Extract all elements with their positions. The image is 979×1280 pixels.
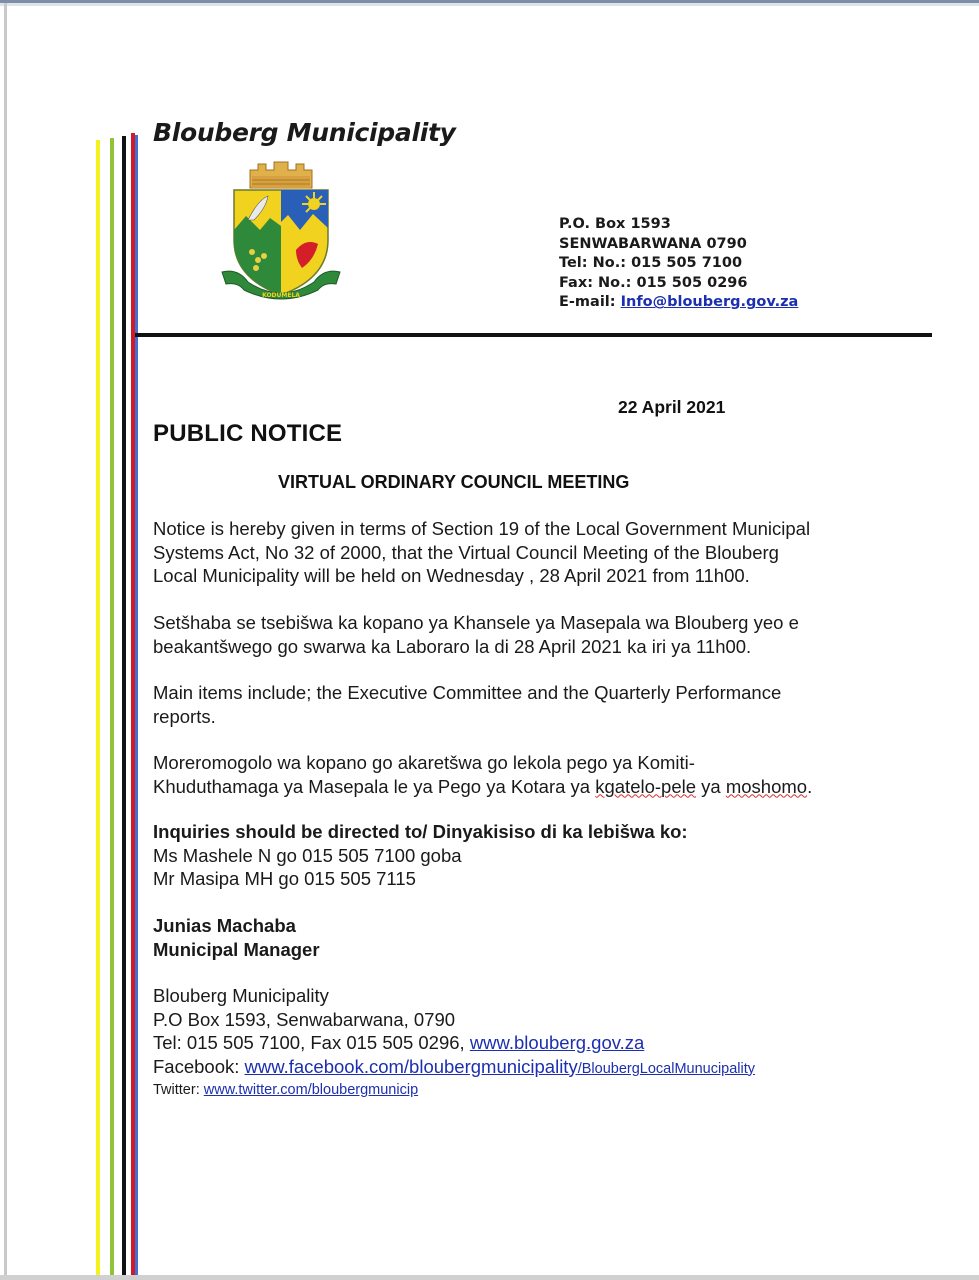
- text-line: Main items include; the Executive Committee and the Quarterly Performance: [153, 682, 782, 703]
- text-line: beakantšwego go swarwa ka Laboraro la di 28 April 2021 ka iri ya 11h00.: [153, 635, 752, 657]
- text-line: Notice is hereby given in terms of Section 19 of the Local Government Municipal: [153, 518, 811, 539]
- town: SENWABARWANA 0790: [559, 235, 747, 252]
- svg-text:KODUMELA: KODUMELA: [262, 292, 300, 299]
- letterhead-contact-block: [559, 215, 798, 313]
- signatory-position: Municipal Manager: [153, 938, 320, 960]
- website-link[interactable]: www.blouberg.gov.za: [469, 1032, 645, 1053]
- text-span: Khuduthamaga ya Masepala le ya Pego ya Kotara ya: [153, 775, 596, 797]
- stripe-black: [122, 136, 126, 1275]
- paragraph-items-english: [153, 681, 873, 728]
- inquiry-contact: Mr Masipa MH go 015 505 7115: [153, 868, 416, 889]
- page-left-edge: [4, 3, 7, 1275]
- notice-date: 22 April 2021: [618, 397, 726, 417]
- facebook-label: Facebook:: [153, 1055, 245, 1077]
- paragraph-notice-english: [153, 517, 873, 588]
- stripe-green: [110, 138, 114, 1275]
- footer-address: P.O Box 1593, Senwabarwana, 0790: [153, 1008, 456, 1030]
- footer-twitter-line: [153, 1081, 943, 1099]
- text-line: Systems Act, No 32 of 2000, that the Virtual Council Meeting of the Blouberg: [153, 541, 779, 563]
- fax: Fax: No.: 015 505 0296: [559, 274, 748, 291]
- signatory-block: [153, 914, 873, 961]
- text-span: ya: [696, 775, 726, 797]
- text-line: Moreromogolo wa kopano go akaretšwa go lekola pego ya Komiti-: [153, 752, 695, 773]
- footer-tel-fax: Tel: 015 505 7100, Fax 015 505 0296,: [153, 1032, 470, 1053]
- email-line: [559, 293, 798, 313]
- footer-org: Blouberg Municipality: [153, 985, 329, 1006]
- facebook-link-suffix[interactable]: /BloubergLocalMunucipality: [577, 1060, 756, 1077]
- footer-contact-block: [153, 984, 943, 1099]
- facebook-link[interactable]: www.facebook.com/bloubergmunicipality: [244, 1055, 578, 1077]
- paragraph-notice-sepedi: [153, 611, 873, 658]
- text-line: Local Municipality will be held on Wednesday , 28 April 2021 from 11h00.: [153, 565, 750, 586]
- notice-subtitle: VIRTUAL ORDINARY COUNCIL MEETING: [278, 472, 630, 492]
- footer-tel-line: [153, 1031, 943, 1055]
- spellcheck-word: kgatelo-pele: [595, 775, 697, 797]
- email-label: E-mail:: [559, 294, 621, 311]
- inquiries-heading: Inquiries should be directed to/ Dinyakisiso di ka lebišwa ko:: [153, 821, 688, 842]
- email-link[interactable]: Info@blouberg.gov.za: [620, 294, 799, 311]
- paragraph-items-sepedi: [153, 751, 873, 798]
- inquiry-contact: Ms Mashele N go 015 505 7100 goba: [153, 844, 462, 866]
- signatory-name: Junias Machaba: [153, 915, 296, 936]
- twitter-link[interactable]: www.twitter.com/bloubergmunicip: [203, 1082, 419, 1098]
- text-span: .: [807, 775, 813, 797]
- window-top-bar-shadow: [0, 3, 979, 6]
- inquiries-block: [153, 820, 873, 891]
- page-bottom-edge: [0, 1275, 979, 1280]
- page-title: PUBLIC NOTICE: [153, 420, 343, 447]
- text-line: [153, 775, 873, 799]
- letterhead-divider: [135, 333, 932, 337]
- text-line: Setšhaba se tsebišwa ka kopano ya Khansele ya Masepala wa Blouberg yeo e: [153, 612, 799, 633]
- text-line: reports.: [153, 705, 216, 727]
- po-box: P.O. Box 1593: [559, 216, 671, 232]
- stripe-blue: [135, 135, 138, 1275]
- coat-of-arms-icon: [218, 160, 344, 302]
- twitter-label: Twitter:: [153, 1082, 204, 1098]
- telephone: Tel: No.: 015 505 7100: [559, 255, 743, 272]
- spellcheck-word: moshomo: [725, 775, 808, 797]
- organization-name: Blouberg Municipality: [153, 118, 456, 147]
- footer-facebook-line: [153, 1055, 943, 1082]
- stripe-yellow: [96, 140, 100, 1275]
